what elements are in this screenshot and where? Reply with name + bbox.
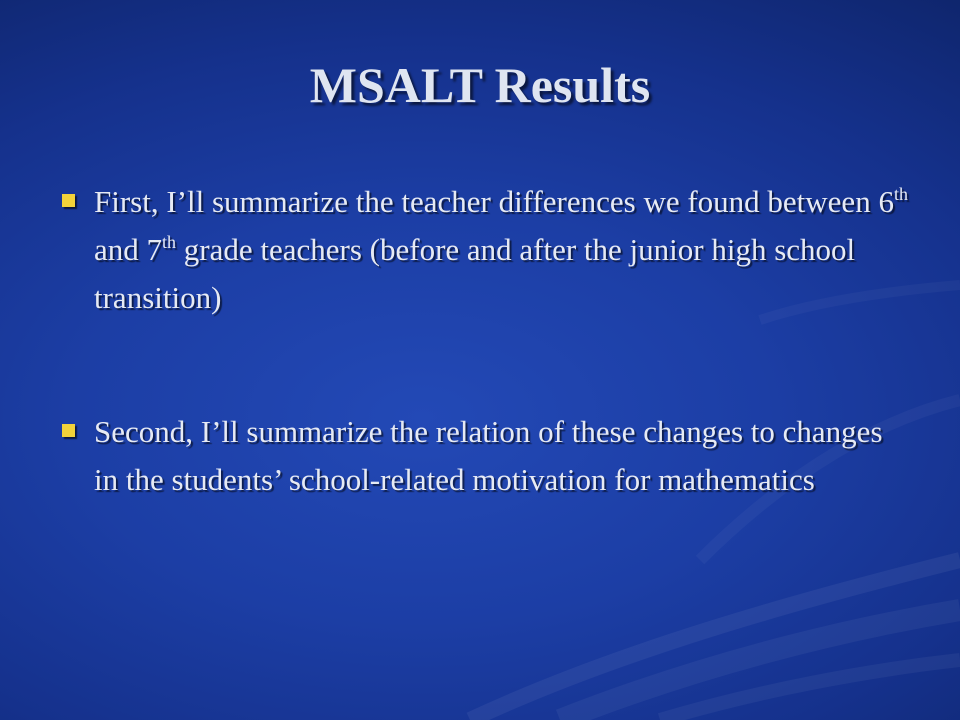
- bullet-item-motivation-relation: [62, 408, 912, 504]
- square-bullet-icon: [62, 424, 75, 437]
- bullet-text: Second, I’ll summarize the relation of these changes to changes in the students’ school-related motivation for mathematics: [94, 414, 883, 497]
- bullet-item-teacher-differences: [62, 178, 912, 322]
- square-bullet-icon: [62, 194, 75, 207]
- bullet-text: First, I’ll summarize the teacher differences we found between 6th and 7th grade teachers (before and after the junior high school transition): [94, 184, 908, 315]
- bullet-list: [62, 178, 912, 504]
- slide-title: MSALT Results: [309, 57, 651, 113]
